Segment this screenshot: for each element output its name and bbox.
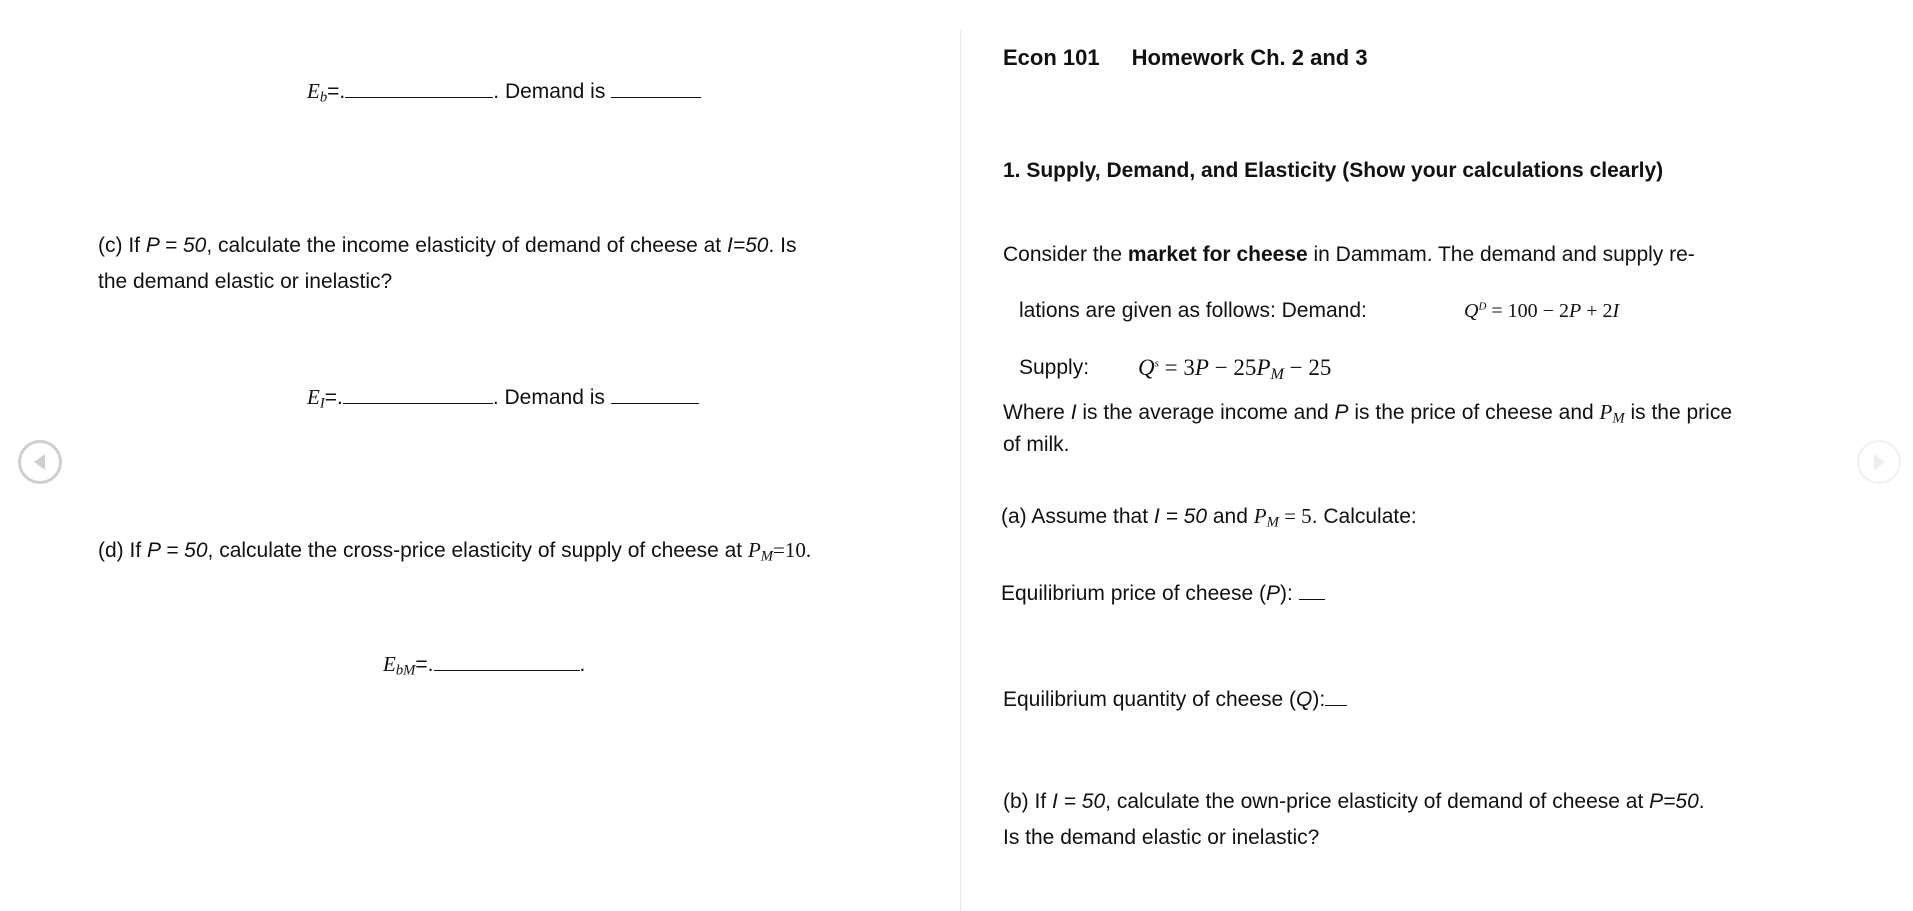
bold-text: market for cheese: [1127, 243, 1308, 266]
demand-equation: [1464, 301, 1619, 321]
equation-part: = 3: [1158, 355, 1195, 380]
eb-demand-blank[interactable]: [611, 76, 701, 98]
ei-demand-blank[interactable]: [611, 382, 699, 404]
period: .: [579, 653, 586, 676]
demand-is-label: . Demand is: [492, 386, 605, 409]
course-name: Econ 101: [1003, 45, 1100, 70]
equation-part: − 25: [1283, 355, 1332, 380]
i-value: I = 50: [1052, 790, 1106, 813]
equals: =.: [415, 653, 434, 676]
eb-subscript: b: [319, 89, 328, 106]
i-value: I = 50: [1153, 505, 1208, 528]
previous-page-button[interactable]: [18, 440, 62, 484]
text: (b) If: [1003, 790, 1053, 813]
part-c-line2: the demand elastic or inelastic?: [98, 270, 393, 293]
equilibrium-price-line: [1001, 578, 1325, 604]
equation-part: + 2: [1581, 300, 1613, 322]
i-symbol: I: [1070, 401, 1077, 424]
part-c-line1: [98, 235, 796, 256]
text: (c) If: [98, 234, 146, 257]
ei-subscript: I: [319, 395, 325, 412]
p-symbol: P: [1334, 401, 1349, 424]
text: Supply:: [1019, 356, 1090, 379]
next-page-button[interactable]: [1857, 440, 1901, 484]
equilibrium-price-blank[interactable]: [1299, 578, 1325, 600]
eb-blank[interactable]: [345, 76, 493, 98]
q-superscript: D: [1478, 300, 1487, 313]
pm-value: = 5: [1278, 504, 1312, 528]
chevron-left-icon: [21, 443, 59, 481]
equals: =.: [327, 80, 346, 103]
pm-symbol: P: [1256, 355, 1271, 380]
pm-symbol: P: [747, 538, 761, 562]
income-elasticity-answer-line: [307, 382, 699, 411]
ebm-blank[interactable]: [434, 649, 580, 671]
own-price-elasticity-answer-line: [307, 76, 701, 105]
page-divider: [960, 30, 961, 911]
intro-line: [1003, 244, 1695, 265]
homework-title: Homework Ch. 2 and 3: [1131, 45, 1368, 70]
i-symbol: I: [1612, 300, 1620, 322]
text: .: [1698, 790, 1705, 813]
text: is the price of cheese and: [1348, 401, 1600, 424]
text: Consider the: [1003, 243, 1128, 266]
text: and: [1207, 505, 1254, 528]
ei-symbol: E: [307, 385, 320, 409]
page-header: [1003, 47, 1368, 69]
equation-part: = 100 − 2: [1486, 300, 1569, 322]
text: in Dammam. The demand and supply re-: [1307, 243, 1695, 266]
text: Where: [1003, 401, 1071, 424]
equation-part: − 25: [1208, 355, 1257, 380]
chevron-right-icon: [1859, 442, 1899, 482]
q-symbol: Q: [1296, 688, 1313, 711]
where-line2: of milk.: [1003, 433, 1070, 456]
text: ):: [1279, 582, 1299, 605]
p-symbol: P: [1568, 300, 1582, 322]
demand-line: [1019, 300, 1367, 321]
text: , calculate the income elasticity of demand of cheese at: [206, 234, 727, 257]
part-a-line: [1001, 506, 1417, 530]
part-d-line: [98, 540, 811, 564]
p-value: P = 50: [147, 539, 208, 562]
pm-subscript: M: [1266, 514, 1279, 531]
ebm-subscript: bM: [395, 662, 416, 679]
where-line: [1003, 402, 1732, 426]
part-b-line2: Is the demand elastic or inelastic?: [1003, 826, 1320, 849]
text: is the price: [1624, 401, 1733, 424]
text: ):: [1312, 688, 1326, 711]
cross-price-elasticity-answer-line: [383, 649, 585, 678]
q-symbol: Q: [1138, 355, 1155, 380]
text: , calculate the own-price elasticity of demand of cheese at: [1105, 790, 1650, 813]
q-symbol: Q: [1464, 300, 1479, 322]
text: lations are given as follows: Demand:: [1019, 299, 1367, 322]
text: . Calculate:: [1311, 505, 1417, 528]
ebm-symbol: E: [383, 652, 396, 676]
text: , calculate the cross-price elasticity of supply of cheese at: [207, 539, 748, 562]
pm-value: =10.: [773, 538, 812, 562]
p-symbol: P: [1194, 355, 1209, 380]
i-value: I=50: [726, 234, 769, 257]
text: Equilibrium price of cheese (: [1001, 582, 1266, 605]
section-heading: 1. Supply, Demand, and Elasticity (Show your calculations clearly): [1003, 159, 1664, 182]
text: (d) If: [98, 539, 148, 562]
supply-line: [1019, 357, 1089, 378]
pm-symbol: P: [1253, 504, 1267, 528]
text: (a) Assume that: [1001, 505, 1154, 528]
text: Equilibrium quantity of cheese (: [1003, 688, 1296, 711]
supply-equation: [1138, 356, 1331, 383]
q-superscript: s: [1154, 357, 1159, 370]
p-value: P=50: [1649, 790, 1699, 813]
part-b-line1: [1003, 791, 1705, 812]
pm-symbol: P: [1599, 400, 1613, 424]
equilibrium-quantity-line: [1003, 684, 1347, 710]
p-value: P = 50: [145, 234, 207, 257]
pm-subscript: M: [1612, 410, 1625, 427]
equals: =.: [324, 386, 343, 409]
text: . Is: [768, 234, 797, 257]
eb-symbol: E: [307, 79, 320, 103]
p-symbol: P: [1265, 582, 1280, 605]
demand-is-label: . Demand is: [493, 80, 606, 103]
equilibrium-quantity-blank[interactable]: [1325, 684, 1347, 706]
ei-blank[interactable]: [343, 382, 493, 404]
pm-subscript: M: [760, 548, 774, 565]
pm-subscript: M: [1270, 366, 1284, 384]
text: is the average income and: [1076, 401, 1335, 424]
